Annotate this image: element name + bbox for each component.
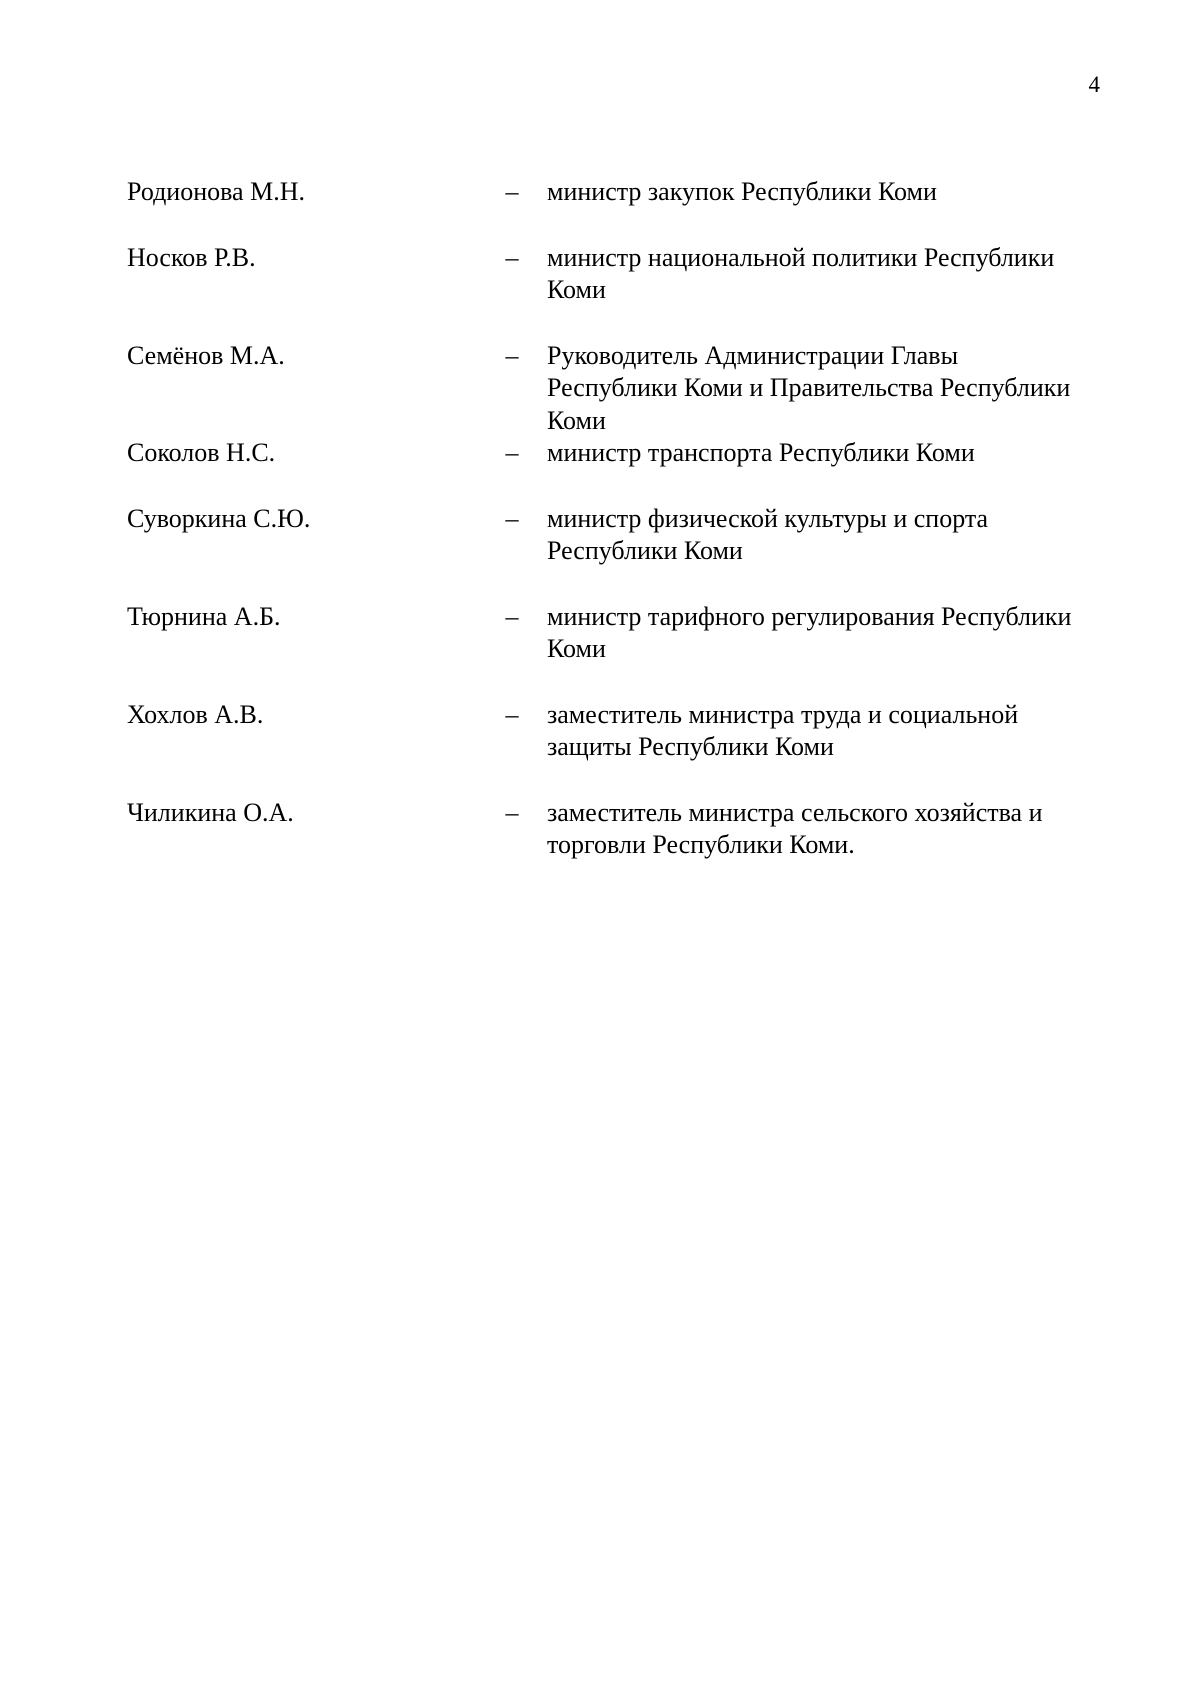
member-title-line: Коми: [547, 405, 606, 435]
member-name: Чиликина О.А.: [127, 797, 294, 827]
member-title-line: Республики Коми и Правительства Республики: [547, 373, 1071, 402]
member-dash: –: [505, 601, 519, 631]
member-row: [127, 503, 1137, 568]
member-row: [127, 601, 1137, 666]
member-title-line: Коми: [547, 634, 606, 663]
member-row: [127, 797, 1137, 862]
member-name: Родионова М.Н.: [127, 177, 305, 206]
member-title: [547, 503, 1137, 568]
member-title-line: Республики Коми: [547, 536, 743, 565]
member-dash: –: [505, 503, 519, 533]
member-dash: –: [505, 177, 519, 206]
member-dash: –: [505, 242, 519, 272]
member-name: Хохлов А.В.: [127, 699, 264, 729]
member-title-line: заместитель министра труда и социальной: [547, 699, 1019, 729]
member-dash: –: [505, 340, 519, 370]
member-row: [127, 242, 1137, 307]
member-title: [547, 601, 1137, 666]
member-title-line: министр физической культуры и спорта: [547, 503, 989, 533]
member-dash: –: [505, 797, 519, 827]
member-title-line: министр национальной политики Республики: [547, 242, 1055, 272]
member-title: [547, 242, 1137, 307]
member-title: [547, 437, 1137, 470]
member-row: [127, 699, 1137, 764]
member-dash: –: [505, 699, 519, 729]
member-dash: –: [505, 438, 519, 467]
member-name: Соколов Н.С.: [127, 438, 276, 467]
member-title-line: Руководитель Администрации Главы: [547, 340, 959, 370]
page-number: 4: [1088, 72, 1100, 97]
member-name: Семёнов М.А.: [127, 340, 285, 370]
member-title-line: заместитель министра сельского хозяйства и: [547, 797, 1043, 827]
member-row: [127, 176, 1137, 209]
member-title: [547, 699, 1137, 764]
member-title-line: Коми: [547, 275, 606, 304]
member-name: Тюрнина А.Б.: [127, 601, 281, 631]
member-title-line: министр тарифного регулирования Республики: [547, 601, 1072, 631]
member-title-line: министр транспорта Республики Коми: [547, 438, 975, 467]
members-list: [127, 176, 1137, 862]
member-title-line: защиты Республики Коми: [547, 732, 834, 761]
member-title: [547, 340, 1137, 438]
member-title: [547, 176, 1137, 209]
member-name: Носков Р.В.: [127, 242, 256, 272]
member-row: [127, 437, 1137, 470]
member-title: [547, 797, 1137, 862]
member-row: [127, 340, 1137, 438]
member-name: Суворкина С.Ю.: [127, 503, 311, 533]
member-title-line: торговли Республики Коми.: [547, 830, 855, 859]
member-title-line: министр закупок Республики Коми: [547, 177, 937, 206]
